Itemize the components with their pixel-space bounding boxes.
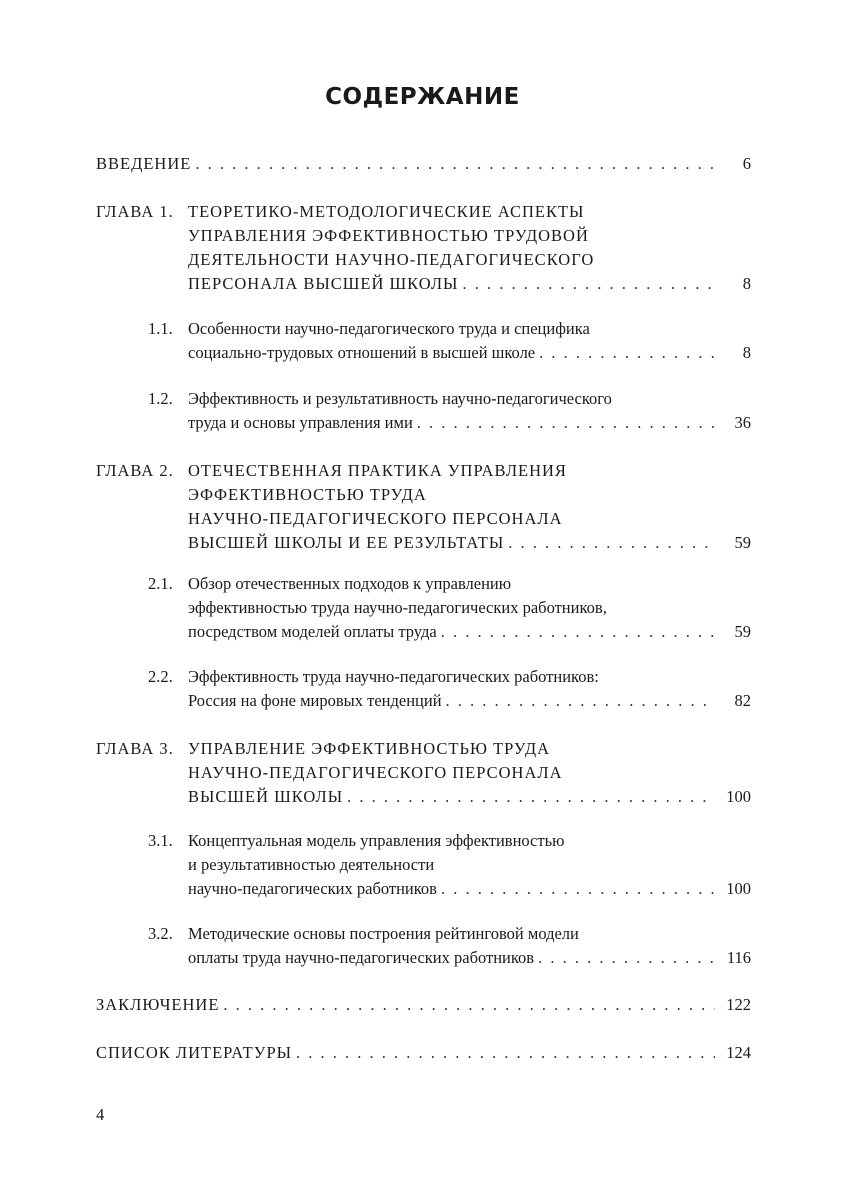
toc-line <box>188 531 751 555</box>
dot-leader <box>508 531 715 555</box>
toc-page-number: 122 <box>726 995 751 1014</box>
toc-page-number: 82 <box>734 691 751 710</box>
dot-leader <box>296 1041 715 1065</box>
toc-line: ТЕОРЕТИКО-МЕТОДОЛОГИЧЕСКИЕ АСПЕКТЫ <box>188 202 585 221</box>
dot-leader <box>417 411 715 435</box>
toc-entry-label: Россия на фоне мировых тенденций <box>188 691 442 710</box>
toc-page-number: 36 <box>734 413 751 432</box>
toc-entry-label: ВЫСШЕЙ ШКОЛЫ <box>188 787 344 806</box>
dot-leader <box>441 877 715 901</box>
toc-line <box>188 946 751 970</box>
toc-line: НАУЧНО-ПЕДАГОГИЧЕСКОГО ПЕРСОНАЛА <box>188 763 563 782</box>
toc-line: ОТЕЧЕСТВЕННАЯ ПРАКТИКА УПРАВЛЕНИЯ <box>188 461 567 480</box>
toc-line: НАУЧНО-ПЕДАГОГИЧЕСКОГО ПЕРСОНАЛА <box>188 509 563 528</box>
toc-page-number: 8 <box>742 274 751 293</box>
dot-leader <box>223 993 715 1017</box>
toc-line <box>96 993 751 1017</box>
toc-line: Эффективность и результативность научно-педагогического <box>188 389 612 408</box>
toc-entry-label: ЗАКЛЮЧЕНИЕ <box>96 995 220 1014</box>
page-title: СОДЕРЖАНИЕ <box>325 84 520 110</box>
toc-page-number: 100 <box>726 787 751 806</box>
toc-line <box>188 785 751 809</box>
dot-leader <box>538 946 715 970</box>
toc-line <box>188 689 751 713</box>
toc-page-number: 6 <box>742 154 751 173</box>
toc-line <box>188 877 751 901</box>
toc-entry-label: СПИСОК ЛИТЕРАТУРЫ <box>96 1043 293 1062</box>
toc-line <box>96 1041 751 1065</box>
toc-line: Методические основы построения рейтинговой модели <box>188 924 579 943</box>
toc-line: УПРАВЛЕНИЕ ЭФФЕКТИВНОСТЬЮ ТРУДА <box>188 739 551 758</box>
toc-line: УПРАВЛЕНИЯ ЭФФЕКТИВНОСТЬЮ ТРУДОВОЙ <box>188 226 589 245</box>
section-number: 1.2. <box>148 389 173 408</box>
toc-entry-label: ВВЕДЕНИЕ <box>96 154 192 173</box>
dot-leader <box>195 152 715 176</box>
chapter-number: ГЛАВА 3. <box>96 739 174 758</box>
toc-entry-label: ВЫСШЕЙ ШКОЛЫ И ЕЕ РЕЗУЛЬТАТЫ <box>188 533 505 552</box>
toc-line <box>188 620 751 644</box>
chapter-number: ГЛАВА 2. <box>96 461 174 480</box>
toc-line: Эффективность труда научно-педагогических работников: <box>188 667 599 686</box>
toc-page-number: 59 <box>734 533 751 552</box>
toc-line: ДЕЯТЕЛЬНОСТИ НАУЧНО-ПЕДАГОГИЧЕСКОГО <box>188 250 595 269</box>
toc-entry-label: труда и основы управления ими <box>188 413 413 432</box>
section-number: 1.1. <box>148 319 173 338</box>
toc-line: и результативностью деятельности <box>188 855 435 874</box>
toc-line <box>188 341 751 365</box>
section-number: 3.1. <box>148 831 173 850</box>
toc-entry-label: посредством моделей оплаты труда <box>188 622 437 641</box>
section-number: 2.1. <box>148 574 173 593</box>
toc-line: Особенности научно-педагогического труда и специфика <box>188 319 590 338</box>
toc-line: Концептуальная модель управления эффективностью <box>188 831 565 850</box>
section-number: 2.2. <box>148 667 173 686</box>
dot-leader <box>462 272 715 296</box>
toc-line <box>96 152 751 176</box>
dot-leader <box>539 341 715 365</box>
toc-page-number: 124 <box>726 1043 751 1062</box>
toc-page-number: 8 <box>742 343 751 362</box>
toc-line: Обзор отечественных подходов к управлению <box>188 574 512 593</box>
toc-page-number: 59 <box>734 622 751 641</box>
toc-entry-label: ПЕРСОНАЛА ВЫСШЕЙ ШКОЛЫ <box>188 274 459 293</box>
dot-leader <box>446 689 715 713</box>
toc-page-number: 116 <box>726 948 751 967</box>
toc-entry-label: социально-трудовых отношений в высшей школе <box>188 343 536 362</box>
dot-leader <box>347 785 715 809</box>
section-number: 3.2. <box>148 924 173 943</box>
toc-entry-label: научно-педагогических работников <box>188 879 437 898</box>
toc-line: эффективностью труда научно-педагогических работников, <box>188 598 607 617</box>
toc-page-number: 100 <box>726 879 751 898</box>
toc-line <box>188 272 751 296</box>
dot-leader <box>441 620 715 644</box>
toc-line: ЭФФЕКТИВНОСТЬЮ ТРУДА <box>188 485 427 504</box>
toc-entry-label: оплаты труда научно-педагогических работников <box>188 948 535 967</box>
chapter-number: ГЛАВА 1. <box>96 202 174 221</box>
page-number: 4 <box>96 1105 105 1124</box>
toc-line <box>188 411 751 435</box>
